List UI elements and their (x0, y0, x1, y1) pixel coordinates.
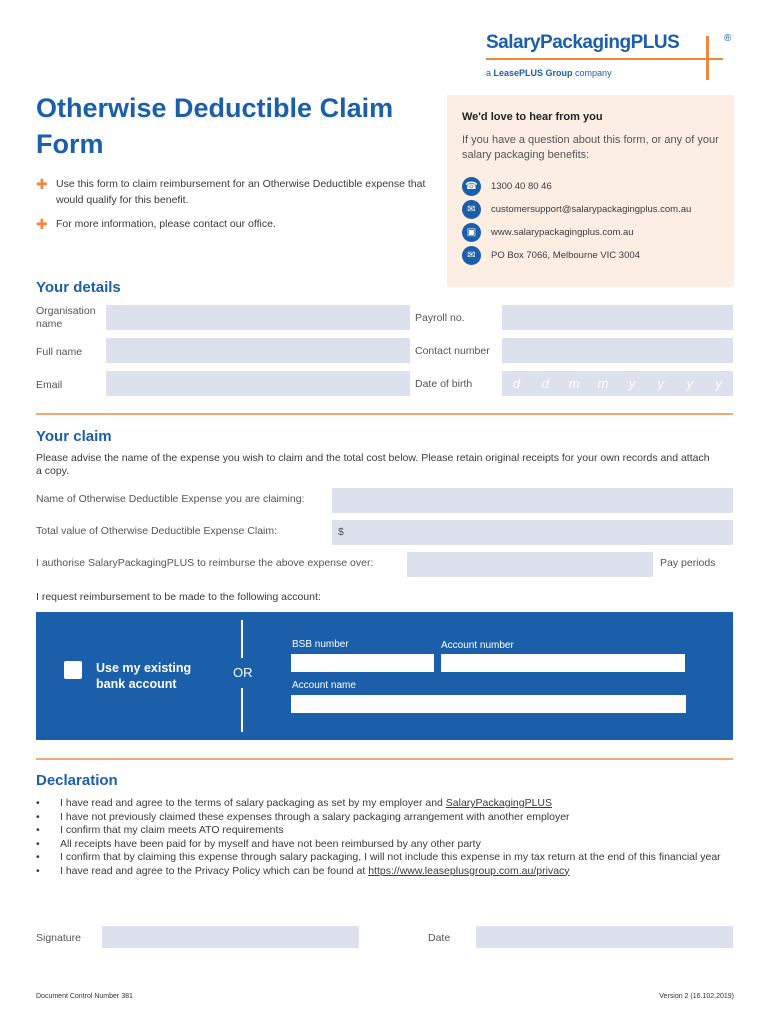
account-number-label: Account number (441, 640, 514, 651)
signature-field[interactable] (102, 926, 359, 948)
plus-icon: ✚ (36, 176, 48, 192)
email-field[interactable] (106, 371, 410, 396)
version-label: Version 2 (16.102.2019) (659, 993, 734, 1000)
pay-periods-field[interactable] (407, 552, 653, 577)
email-icon: ✉ (462, 200, 481, 219)
bsb-label: BSB number (292, 639, 349, 650)
intro-bullet-text: For more information, please contact our office. (56, 218, 276, 230)
or-divider-bottom (241, 688, 243, 732)
document-control-number: Document Control Number 381 (36, 993, 133, 1000)
logo-sub-prefix: a (486, 68, 494, 78)
declaration-text: I have read and agree to the Privacy Policy which can be found at (60, 864, 369, 877)
bsb-field[interactable] (291, 654, 434, 672)
fullname-label: Full name (36, 346, 83, 358)
contact-post: PO Box 7066, Melbourne VIC 3004 (491, 250, 640, 261)
expense-name-field[interactable] (332, 488, 733, 513)
section-divider (36, 758, 733, 760)
pay-periods-label: Pay periods (660, 557, 716, 569)
dob-label: Date of birth (415, 378, 473, 390)
account-request-label: I request reimbursement to be made to the following account: (36, 591, 321, 603)
declaration-item (36, 865, 726, 879)
fullname-field[interactable] (106, 338, 410, 363)
currency-symbol: $ (338, 526, 344, 538)
declaration-item (36, 838, 726, 852)
logo-plus-bar (691, 58, 723, 60)
mail-icon: ✉ (462, 246, 481, 265)
contact-box (447, 95, 734, 287)
logo-subtitle (486, 68, 612, 78)
dob-field[interactable] (502, 371, 733, 396)
declaration-text: I have not previously claimed these expenses through a salary packaging arrangement with another employer (60, 810, 570, 823)
or-divider-top (241, 620, 243, 658)
email-label: Email (36, 379, 63, 391)
account-name-label: Account name (292, 680, 356, 691)
your-claim-heading: Your claim (36, 428, 112, 445)
bullet: • (36, 864, 40, 877)
contact-website-row (462, 221, 720, 244)
intro-bullet-text: Use this form to claim reimbursement for an Otherwise Deductible expense that would qualify for this benefit. (56, 178, 426, 206)
bullet: • (36, 851, 40, 863)
declaration-text: All receipts have been paid for by myself and have not been reimbursed by any other party (60, 837, 481, 850)
intro-bullet (36, 216, 436, 232)
declaration-item (36, 811, 726, 825)
page-title: Otherwise Deductible Claim Form (36, 93, 394, 159)
existing-account-label: Use my existing bank account (96, 661, 192, 691)
expense-name-label: Name of Otherwise Deductible Expense you are claiming: (36, 493, 305, 505)
dob-day-1: d (512, 376, 521, 391)
signature-label: Signature (36, 932, 81, 944)
declaration-text: I confirm that by claiming this expense through salary packaging, I will not include this expense in my tax return at the end of this financial year (60, 851, 721, 863)
contact-number-field[interactable] (502, 338, 733, 363)
payroll-label: Payroll no. (415, 312, 465, 324)
contact-number-label: Contact number (415, 345, 490, 357)
account-number-field[interactable] (441, 654, 685, 672)
section-divider (36, 413, 733, 415)
declaration-item (36, 797, 726, 811)
declaration-item (36, 851, 726, 865)
bullet: • (36, 810, 40, 823)
privacy-policy-link[interactable]: https://www.leaseplusgroup.com.au/privacy (368, 864, 570, 877)
declaration-text: I have read and agree to the terms of salary packaging as set by my employer and (60, 797, 446, 809)
date-field[interactable] (476, 926, 733, 948)
contact-email[interactable]: customersupport@salarypackagingplus.com.au (491, 204, 692, 215)
bullet: • (36, 797, 40, 809)
existing-account-checkbox[interactable] (64, 661, 82, 679)
account-name-field[interactable] (291, 695, 686, 713)
phone-icon: ☎ (462, 177, 481, 196)
declaration-text: I confirm that my claim meets ATO requirements (60, 824, 284, 836)
website-icon: ▣ (462, 223, 481, 242)
intro-bullets (36, 176, 436, 240)
contact-email-row (462, 198, 720, 221)
dob-month-2: m (597, 376, 609, 391)
your-details-heading: Your details (36, 279, 121, 296)
date-label: Date (428, 932, 451, 944)
bullet: • (36, 837, 40, 850)
dob-year-3: y (686, 376, 693, 391)
claim-instruction: Please advise the name of the expense you wish to claim and the total cost below. Please retain original receipts for your own records and attach a copy. (36, 452, 710, 477)
organisation-field[interactable] (106, 305, 410, 330)
contact-post-row (462, 244, 720, 267)
dob-year-4: y (715, 376, 722, 391)
contact-phone-row (462, 175, 720, 198)
logo-sub-suffix: company (572, 68, 612, 78)
bank-details-box (36, 612, 733, 740)
total-value-label: Total value of Otherwise Deductible Expense Claim: (36, 525, 278, 537)
or-label: OR (233, 665, 253, 680)
logo-registered: ® (724, 33, 732, 44)
logo-sub-brand: LeasePLUS Group (493, 68, 573, 78)
declaration-list (36, 797, 726, 878)
contact-intro: If you have a question about this form, or any of your salary packaging benefits: (462, 134, 719, 161)
contact-website[interactable]: www.salarypackagingplus.com.au (491, 227, 634, 238)
declaration-heading: Declaration (36, 772, 118, 789)
logo-underline (486, 58, 706, 60)
dob-day-2: d (541, 376, 549, 391)
salarypackagingplus-link[interactable]: SalaryPackagingPLUS (445, 797, 553, 809)
company-logo (486, 30, 736, 85)
declaration-item (36, 824, 726, 838)
logo-name: SalaryPackagingPLUS (486, 32, 680, 53)
total-value-field[interactable] (332, 520, 733, 545)
payroll-field[interactable] (502, 305, 733, 330)
intro-bullet (36, 176, 436, 208)
contact-phone[interactable]: 1300 40 80 46 (491, 181, 552, 192)
contact-heading: We'd love to hear from you (462, 111, 603, 123)
dob-year-1: y (628, 376, 636, 391)
authorise-label: I authorise SalaryPackagingPLUS to reimburse the above expense over: (36, 557, 374, 569)
plus-icon: ✚ (36, 216, 48, 232)
bullet: • (36, 824, 40, 836)
dob-year-2: y (657, 376, 665, 391)
dob-month-1: m (568, 376, 580, 391)
organisation-label: Organisation name (36, 305, 96, 330)
